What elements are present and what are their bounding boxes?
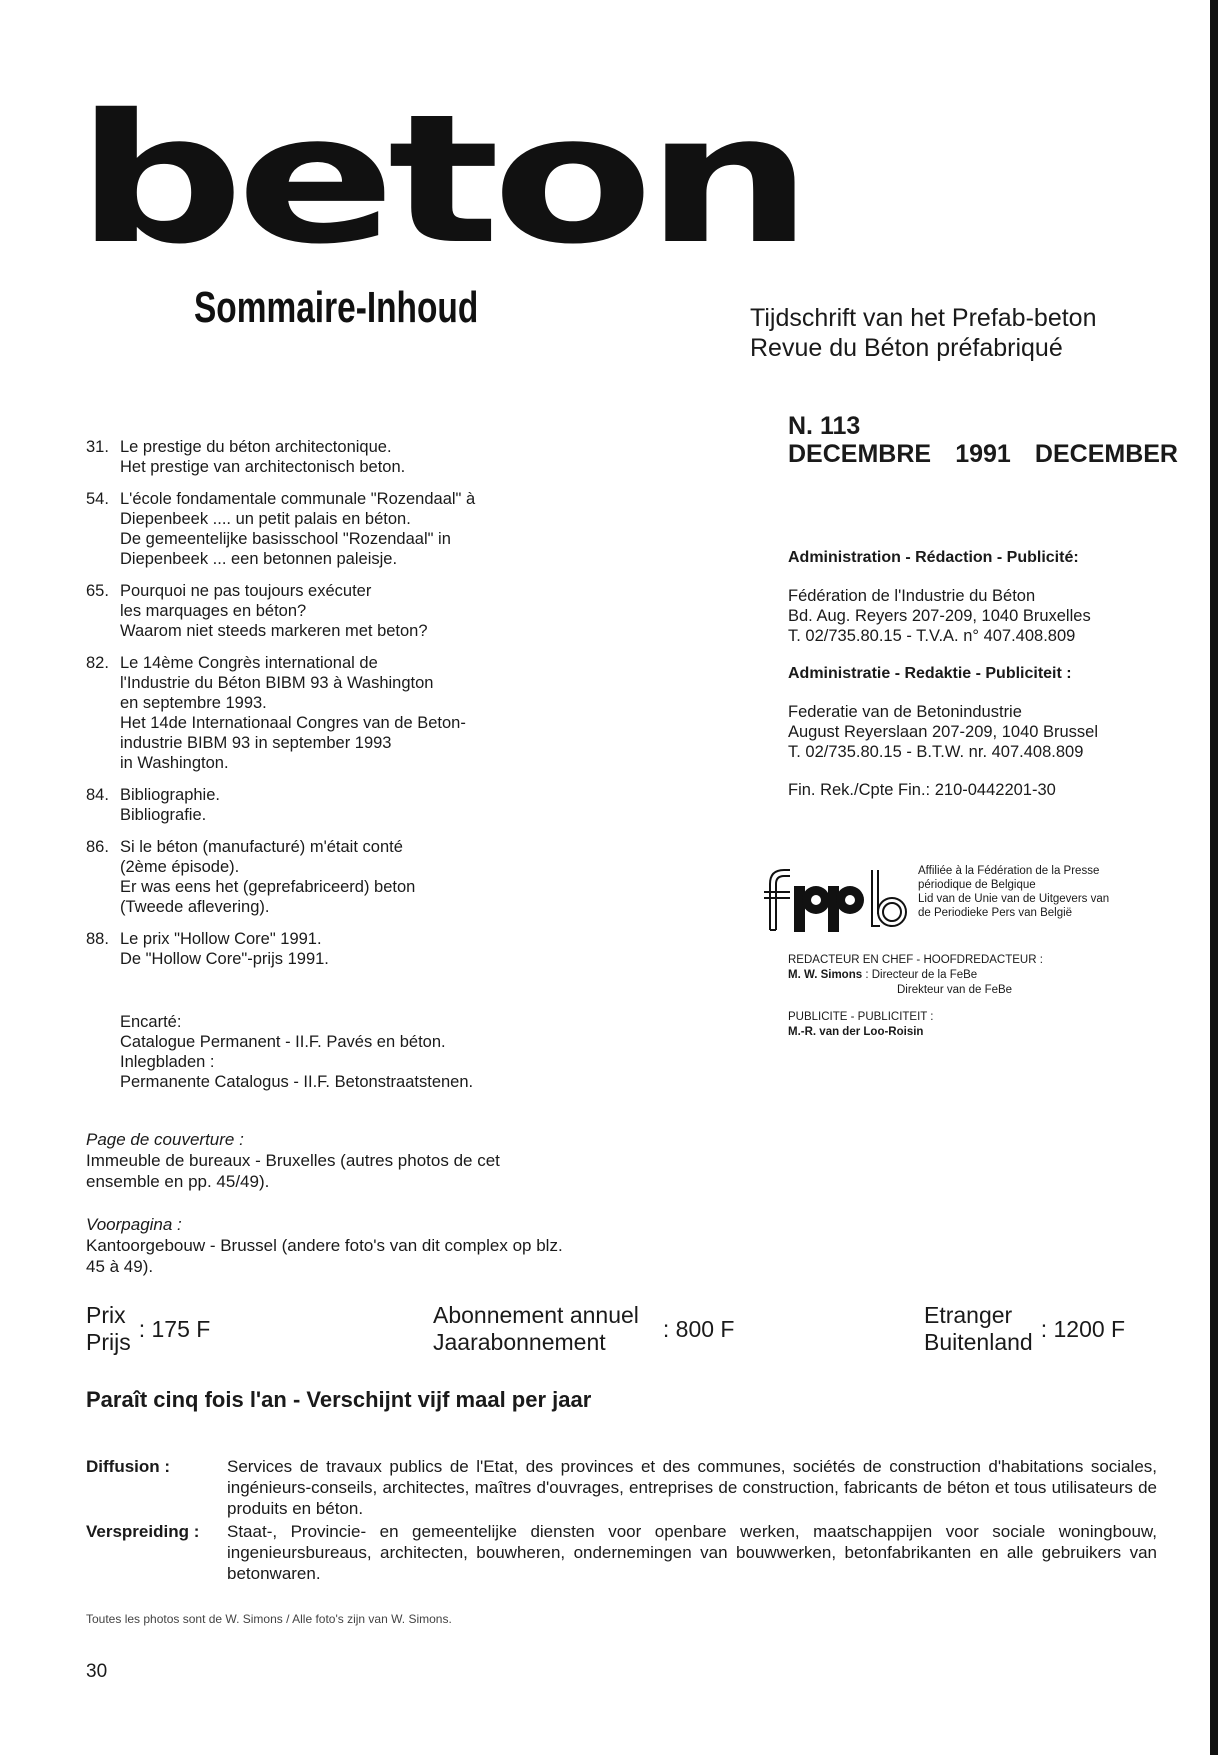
verspreiding-text: Staat-, Provincie- en gemeentelijke diensten voor openbare werken, maatschappijen voor sociale woningbouw, ingenieursbureaus, architecten, bouwheren, ondernemingen van bouwwerken, betonfabrikanten en alle gebruikers van betonwaren. [227, 1522, 1157, 1583]
address-line: August Reyerslaan 207-209, 1040 Brussel [788, 723, 1099, 741]
fppb-line: Affiliée à la Fédération de la Presse [918, 865, 1100, 877]
insert-line: Encarté: [120, 1013, 182, 1031]
single-price [86, 1302, 210, 1356]
fppb-line: Lid van de Unie van de Uitgevers van [918, 893, 1110, 905]
issue-month-fr: DECEMBRE [788, 440, 932, 468]
toc-page-number: 82. [86, 654, 109, 672]
insert-line: Permanente Catalogus - II.F. Betonstraatstenen. [120, 1073, 474, 1091]
toc-page-number: 65. [86, 582, 109, 600]
toc-page-number: 54. [86, 490, 109, 508]
toc-line: Bibliographie. [120, 786, 220, 804]
editor-title: REDACTEUR EN CHEF - HOOFDREDACTEUR : [788, 954, 1043, 966]
abroad-label-fr: Etranger [924, 1302, 1013, 1328]
toc-line: l'Industrie du Béton BIBM 93 à Washington [120, 674, 434, 692]
issue-month-nl: DECEMBER [1034, 440, 1178, 468]
administration-info [788, 548, 1198, 800]
editor-name [788, 968, 1043, 983]
fppb-line: périodique de Belgique [918, 879, 1036, 891]
prices [86, 1302, 1166, 1362]
single-price-value: : 175 F [138, 1315, 211, 1342]
toc-line: De gemeentelijke basisschool "Rozendaal" in [120, 530, 451, 548]
toc-page-number: 84. [86, 786, 109, 804]
section-title: Sommaire-Inhoud [194, 283, 479, 332]
toc-entry [86, 581, 546, 641]
publicity-name: M.-R. van der Loo-Roisin [788, 1026, 924, 1038]
toc-line: Het prestige van architectonisch beton. [120, 458, 406, 476]
publication-frequency: Paraît cinq fois l'an - Verschijnt vijf maal per jaar [86, 1387, 592, 1412]
toc-line: en septembre 1993. [120, 694, 267, 712]
toc-line: De "Hollow Core"-prijs 1991. [120, 950, 329, 968]
annual-price [433, 1302, 735, 1356]
publicity-title: PUBLICITE - PUBLICITEIT : [788, 1011, 934, 1023]
address-line: Bd. Aug. Reyers 207-209, 1040 Bruxelles [788, 607, 1091, 625]
issue-number: N. 113 [788, 412, 861, 440]
cover-label-fr: Page de couverture : [86, 1130, 244, 1149]
toc-page-number: 31. [86, 438, 109, 456]
admin-address-fr [788, 586, 1198, 646]
toc-entry [86, 437, 546, 477]
page-edge [1210, 0, 1218, 1755]
fppb-logo [756, 862, 920, 934]
toc-line: Bibliografie. [120, 806, 207, 824]
cover-label-nl: Voorpagina : [86, 1215, 182, 1234]
abroad-price-value: : 1200 F [1040, 1315, 1126, 1342]
photo-credits: Toutes les photos sont de W. Simons / Alle foto's zijn van W. Simons. [86, 1612, 452, 1626]
toc-page-number: 88. [86, 930, 109, 948]
insert-line: Inlegbladen : [120, 1053, 215, 1071]
toc-line: in Washington. [120, 754, 229, 772]
insert-line: Catalogue Permanent - II.F. Pavés en béton. [120, 1033, 446, 1051]
cover-text-fr: Immeuble de bureaux - Bruxelles (autres photos de cet ensemble en pp. 45/49). [86, 1151, 500, 1191]
editor-name-bold: M. W. Simons [788, 969, 863, 981]
price-label-fr: Prix [86, 1302, 126, 1328]
address-line: Fédération de l'Industrie du Béton [788, 587, 1036, 605]
toc-line: (2ème épisode). [120, 858, 240, 876]
admin-address-nl [788, 702, 1198, 762]
bank-account: Fin. Rek./Cpte Fin.: 210-0442201-30 [788, 781, 1056, 799]
admin-heading-nl: Administratie - Redaktie - Publiciteit : [788, 665, 1072, 682]
toc-line: Le prix "Hollow Core" 1991. [120, 930, 322, 948]
cover-caption [86, 1129, 576, 1299]
diffusion-text: Services de travaux publics de l'Etat, des provinces et des communes, sociétés de construction d'habitations sociales, ingénieurs-conseils, architectes, maîtres d'ouvrages, entreprises de construction, fabricants de béton et tous utilisateurs de produits en béton. [227, 1457, 1157, 1518]
page-number: 30 [86, 1661, 108, 1682]
issue-year: 1991 [955, 440, 1011, 468]
verspreiding-label: Verspreiding : [86, 1522, 200, 1541]
abroad-price [924, 1302, 1125, 1356]
annual-label-nl: Jaarabonnement [433, 1329, 606, 1355]
toc-line: Diepenbeek ... een betonnen paleisje. [120, 550, 398, 568]
issue-info [788, 412, 1178, 468]
toc-line: (Tweede aflevering). [120, 898, 270, 916]
table-of-contents [86, 437, 546, 981]
fppb-line: de Periodieke Pers van België [918, 907, 1073, 919]
toc-entry [86, 785, 546, 825]
masthead-logo: beton [76, 76, 805, 283]
editor-role-fr: : Directeur de la FeBe [862, 969, 978, 981]
cover-text-nl: Kantoorgebouw - Brussel (andere foto's van dit complex op blz. 45 à 49). [86, 1236, 563, 1276]
toc-line: Le 14ème Congrès international de [120, 654, 378, 672]
toc-page-number: 86. [86, 838, 109, 856]
toc-line: Diepenbeek .... un petit palais en béton. [120, 510, 411, 528]
toc-line: Het 14de Internationaal Congres van de Beton- [120, 714, 466, 732]
insert-note [120, 1012, 473, 1092]
toc-line: Waarom niet steeds markeren met beton? [120, 622, 428, 640]
toc-line: Er was eens het (geprefabriceerd) beton [120, 878, 416, 896]
toc-line: L'école fondamentale communale "Rozendaal" à [120, 490, 476, 508]
issue-date [788, 440, 1178, 468]
annual-price-value: : 800 F [662, 1315, 735, 1342]
fppb-text [918, 864, 1109, 920]
distribution-info [86, 1456, 1166, 1586]
abroad-label-nl: Buitenland [924, 1329, 1033, 1355]
subtitle [750, 303, 1096, 363]
subtitle-line: Tijdschrift van het Prefab-beton [750, 304, 1097, 332]
diffusion-label: Diffusion : [86, 1457, 171, 1476]
toc-entry [86, 929, 546, 969]
fppb-affiliation [756, 862, 1176, 934]
editor-role-nl: Direkteur van de FeBe [897, 984, 1013, 996]
address-line: T. 02/735.80.15 - T.V.A. n° 407.408.809 [788, 627, 1076, 645]
price-label-nl: Prijs [86, 1329, 131, 1355]
toc-line: Si le béton (manufacturé) m'était conté [120, 838, 403, 856]
toc-line: les marquages en béton? [120, 602, 307, 620]
subtitle-line: Revue du Béton préfabriqué [750, 334, 1063, 362]
toc-line: Pourquoi ne pas toujours exécuter [120, 582, 372, 600]
address-line: T. 02/735.80.15 - B.T.W. nr. 407.408.809 [788, 743, 1084, 761]
toc-entry [86, 837, 546, 917]
annual-label-fr: Abonnement annuel [433, 1302, 639, 1328]
toc-entry [86, 653, 546, 773]
toc-entry [86, 489, 546, 569]
editorial-staff [788, 953, 1043, 1040]
toc-line: Le prestige du béton architectonique. [120, 438, 392, 456]
address-line: Federatie van de Betonindustrie [788, 703, 1022, 721]
toc-line: industrie BIBM 93 in september 1993 [120, 734, 392, 752]
admin-heading-fr: Administration - Rédaction - Publicité: [788, 549, 1079, 566]
